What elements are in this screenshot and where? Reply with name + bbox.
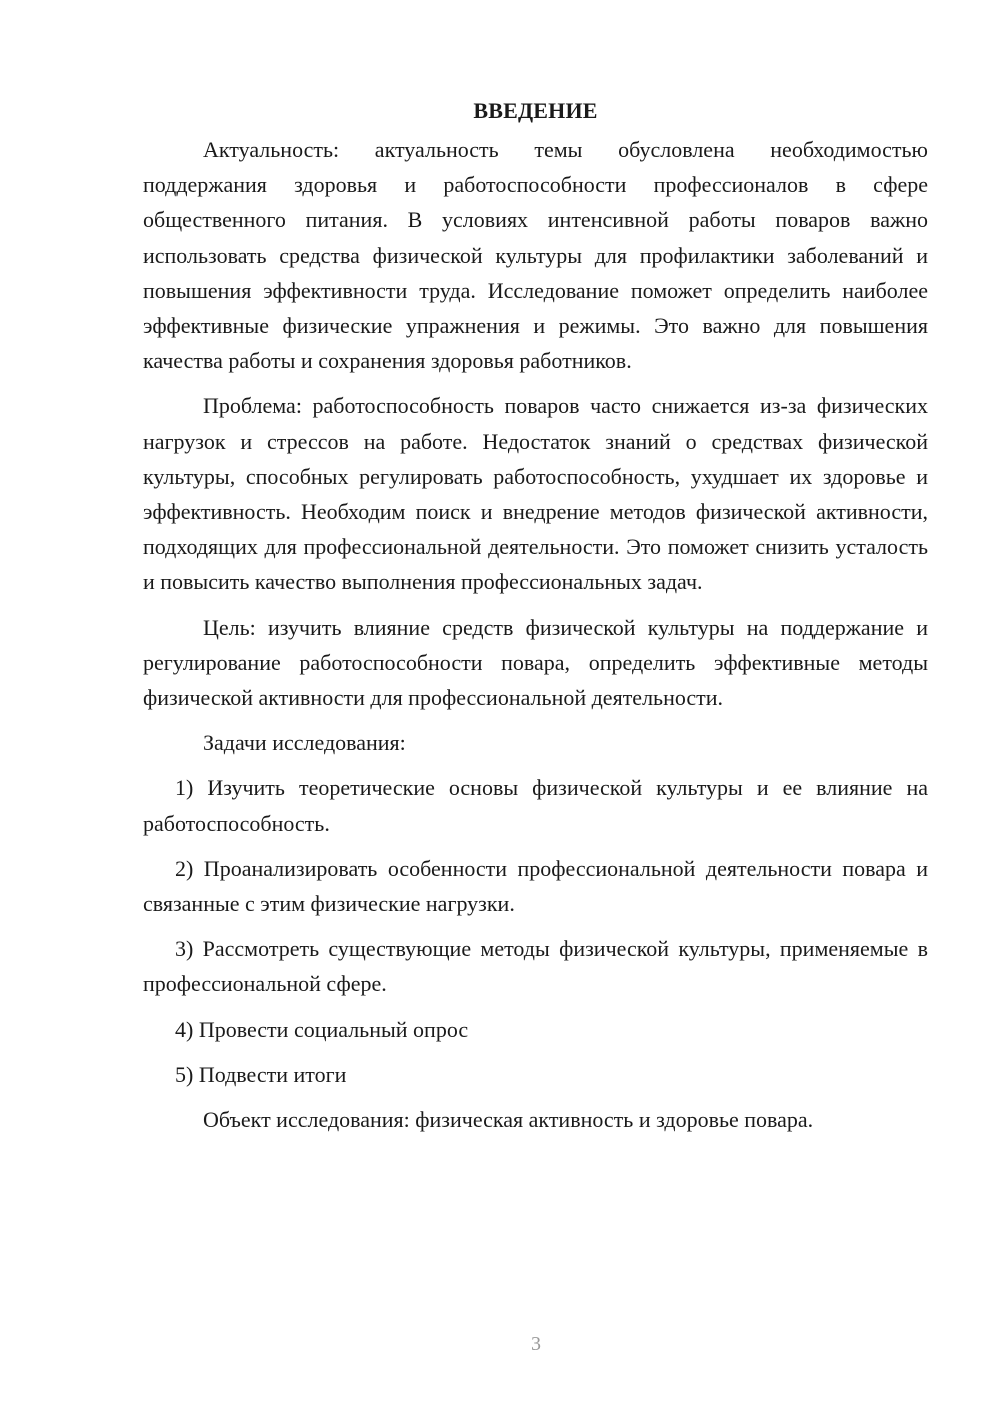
task-item-5: 5) Подвести итоги [175,1061,347,1087]
page-title: ВВЕДЕНИЕ [473,98,598,123]
relevance-paragraph: Актуальность: актуальность темы обусловлена необходимостью поддержания здоровья и работоспособности профессионалов в сфере общественного питания. В условиях интенсивной работы поваров важно использовать средства физической культуры для профилактики заболеваний и повышения эффективности труда. Исследование поможет определить наиболее эффективные физические упражнения и режимы. Это важно для повышения качества работы и сохранения здоровья работников. [143,137,928,374]
problem-paragraph: Проблема: работоспособность поваров часто снижается из-за физических нагрузок и стрессов на работе. Недостаток знаний о средствах физической культуры, способных регулировать работоспособность, ухудшает их здоровье и эффективность. Необходим поиск и внедрение методов физической активности, подходящих для профессиональной деятельности. Это поможет снизить усталость и повысить качество выполнения профессиональных задач. [143,393,928,595]
task-item-1: 1) Изучить теоретические основы физической культуры и ее влияние на работоспособность. [143,775,928,836]
task-item-3: 3) Рассмотреть существующие методы физической культуры, применяемые в профессиональной сфере. [143,936,928,997]
page-number: 3 [531,1333,541,1355]
object-paragraph: Объект исследования: физическая активность и здоровье повара. [203,1107,814,1133]
goal-paragraph: Цель: изучить влияние средств физической культуры на поддержание и регулирование работоспособности повара, определить эффективные методы физической активности для профессиональной деятельности. [143,614,928,711]
task-item-2: 2) Проанализировать особенности профессиональной деятельности повара и связанные с этим физические нагрузки. [143,855,928,917]
tasks-heading: Задачи исследования: [203,730,406,756]
task-item-4: 4) Провести социальный опрос [175,1016,469,1042]
document-page [143,94,928,1147]
